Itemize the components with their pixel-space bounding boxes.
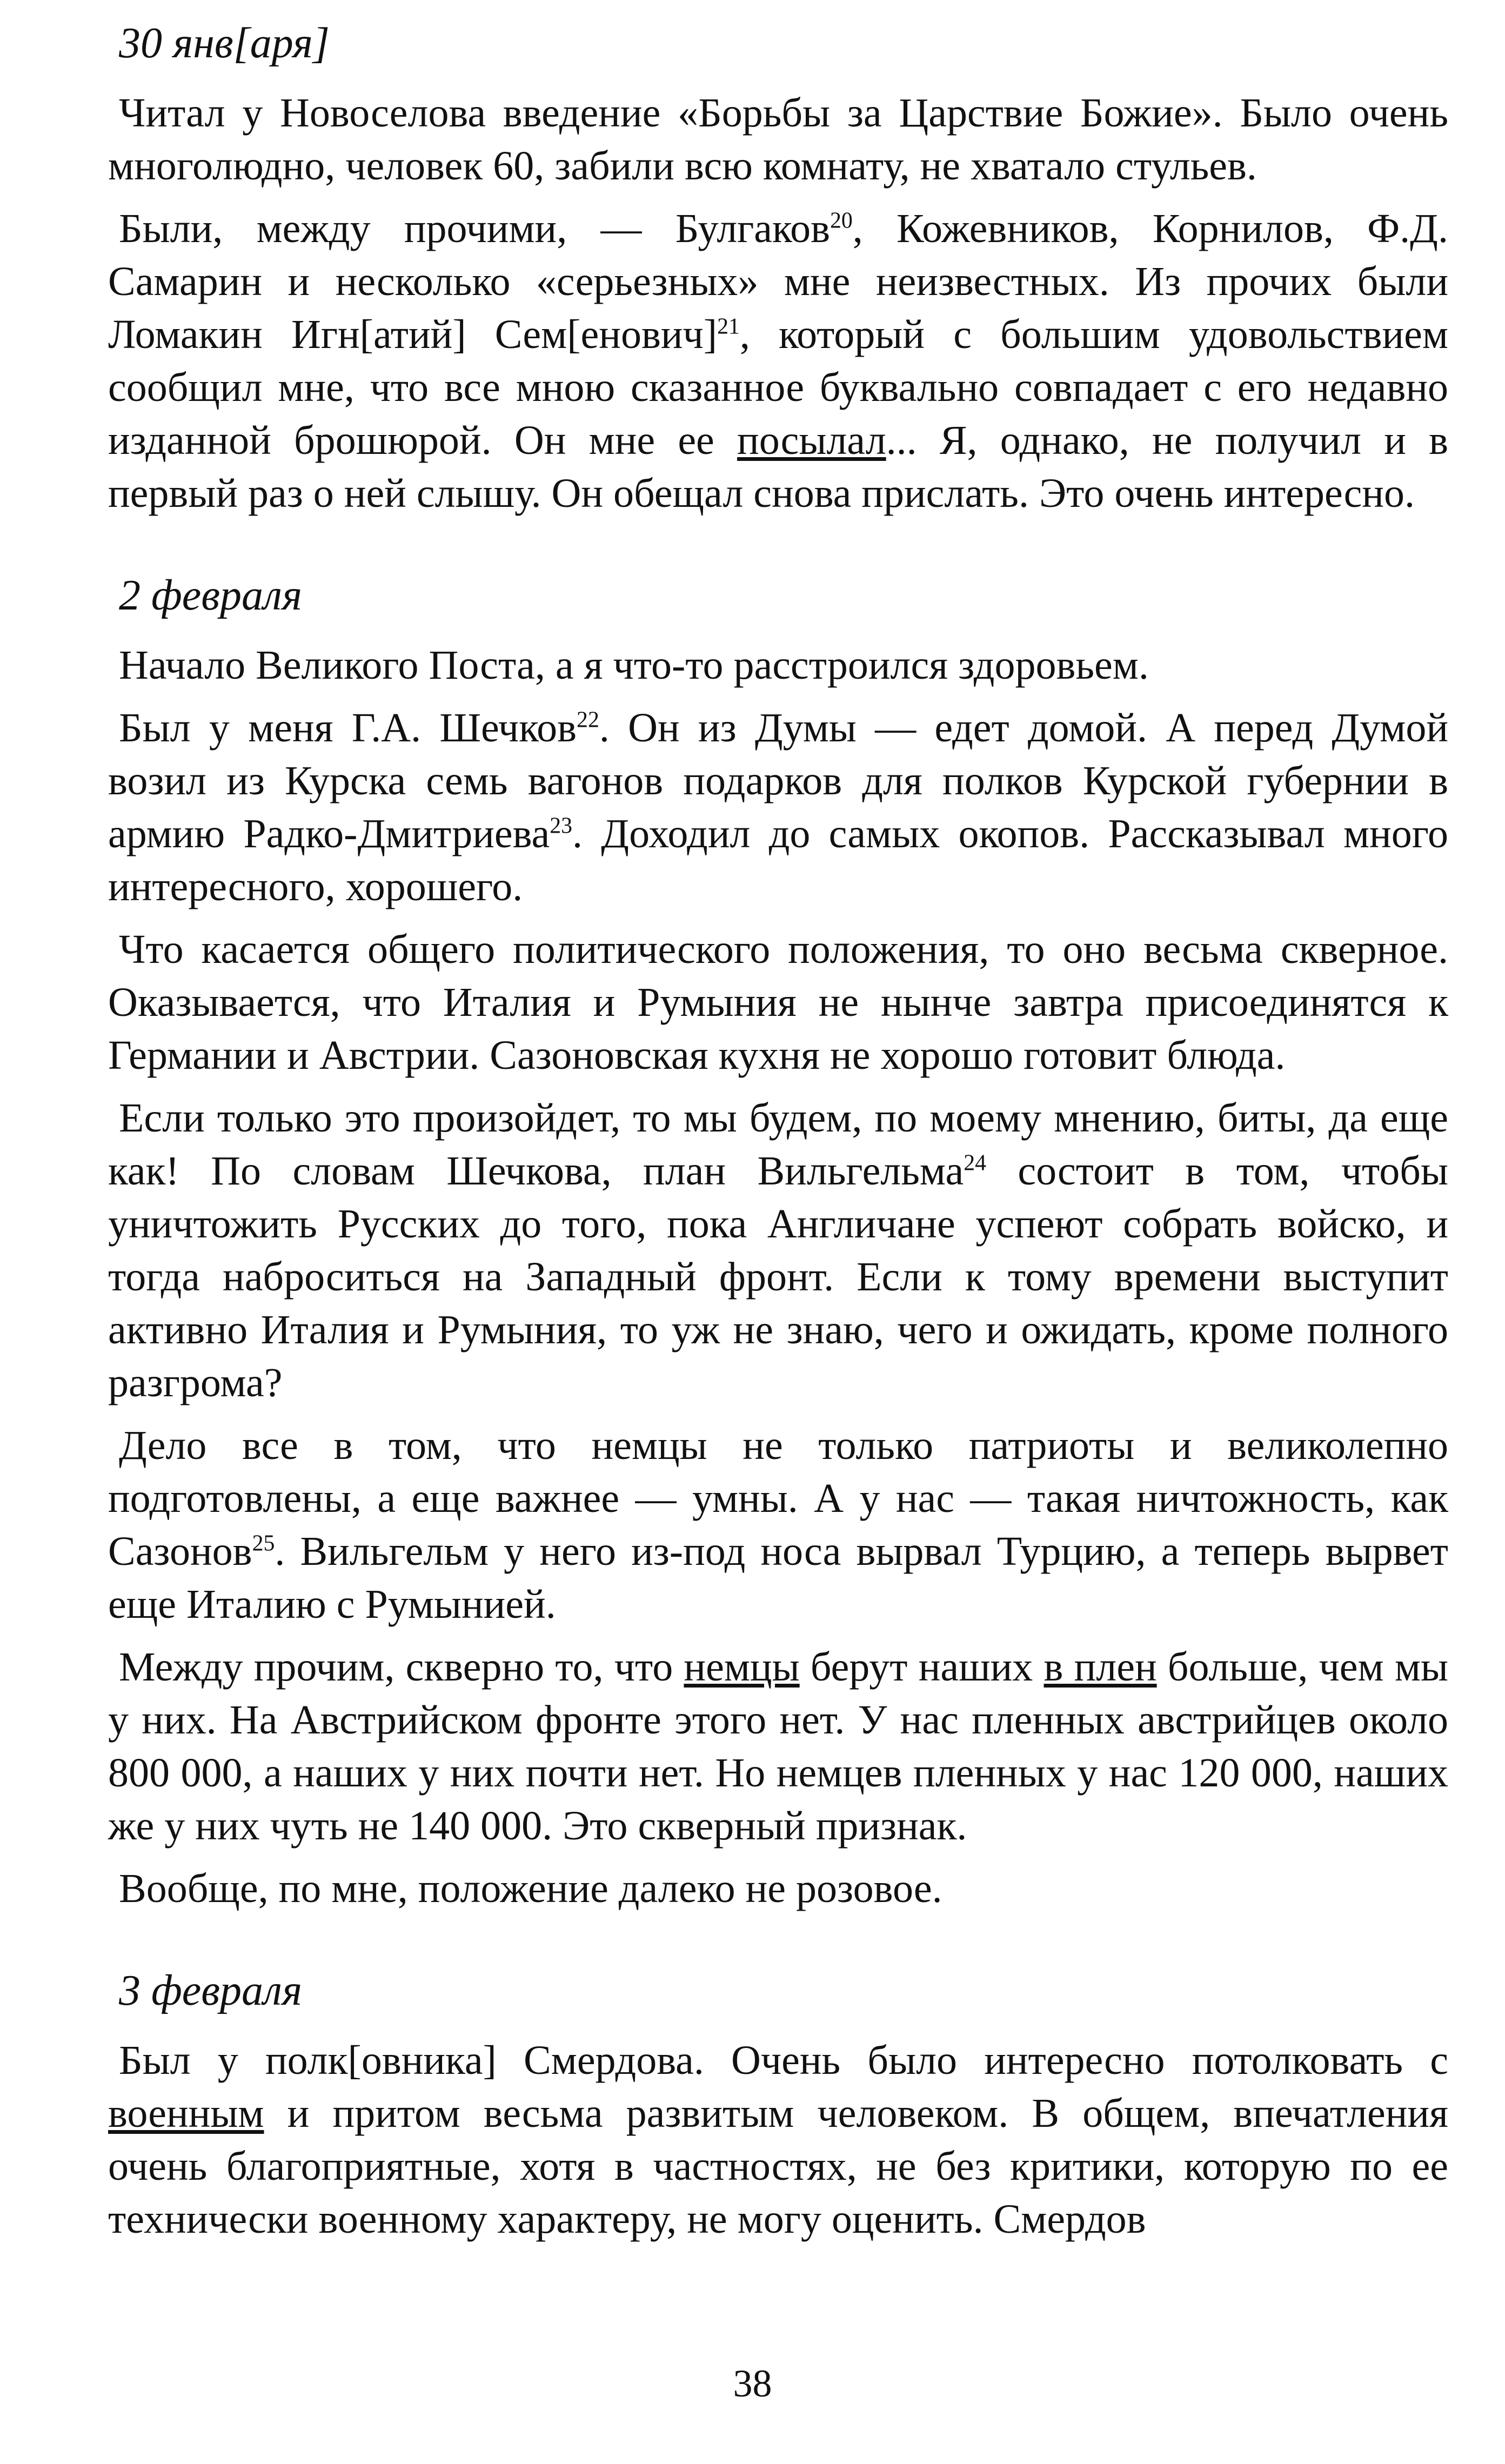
paragraph — [108, 1092, 1448, 1409]
text-run: . Доходил до самых окопов. Рассказывал много интересного, хорошего. — [108, 811, 1448, 909]
text-run: больше, чем мы у них. На Австрийском фронте этого нет. У нас пленных австрийцев около 800 000, а наших у них почти нет. Но немцев пленных у нас 120 000, наших же у них чуть не 140 000. Это скверный признак. — [108, 1644, 1448, 1849]
paragraph — [108, 202, 1448, 520]
underlined-word: военным — [108, 2091, 264, 2136]
footnote-ref: 20 — [830, 208, 853, 233]
text-run: Начало Великого Поста, а я что-то расстроился здоровьем. — [119, 642, 1149, 688]
paragraph — [108, 1862, 1448, 1915]
text-run: Что касается общего политического положения, то оно весьма скверное. Оказывается, что Италия и Румыния не нынче завтра присоединятся к Германии и Австрии. Сазоновская кухня не хорошо готовит блюда. — [108, 927, 1448, 1078]
text-run: состоит в том, чтобы уничтожить Русских до того, пока Англичане успеют собрать войско, и тогда наброситься на Западный фронт. Если к тому времени выступит активно Италия и Румыния, то уж не знаю, чего и ожидать, кроме полного разгрома? — [108, 1148, 1448, 1405]
text-run: Был у меня Г.А. Шечков — [119, 705, 577, 751]
text-run: Читал у Новоселова введение «Борьбы за Царствие Божие». Было очень многолюдно, человек 60, забили всю комнату, не хватало стульев. — [108, 90, 1448, 189]
text-run: Если только это произойдет, то мы будем, по моему мнению, биты, да еще как! По словам Шечкова, план Вильгельма — [108, 1095, 1448, 1194]
text-run: . Он из Думы — едет домой. А перед Думой возил из Курска семь вагонов подарков для полков Курской губернии в армию Радко-Дмитриева — [108, 705, 1449, 856]
underlined-word: немцы — [684, 1644, 800, 1690]
page-number: 38 — [733, 2362, 772, 2405]
page-body — [108, 16, 1448, 2255]
footnote-ref: 25 — [252, 1531, 275, 1556]
paragraph — [108, 639, 1448, 692]
entry-date: 30 янв[аря] — [119, 19, 330, 67]
underlined-word: в плен — [1044, 1644, 1157, 1690]
paragraph — [108, 1419, 1448, 1631]
footnote-ref: 22 — [577, 707, 599, 733]
text-run: Вообще, по мне, положение далеко не розовое. — [119, 1866, 942, 1911]
paragraph — [108, 923, 1448, 1082]
text-run: Между прочим, скверно то, что — [119, 1644, 684, 1690]
text-run: , Кожевников, Корнилов, Ф.Д. Самарин и несколько «серьезных» мне неизвестных. Из прочих были Ломакин Игн[атий] Сем[енович] — [108, 206, 1448, 357]
footnote-ref: 24 — [964, 1150, 986, 1176]
footnote-ref: 21 — [717, 314, 740, 339]
text-run: берут наших — [799, 1644, 1044, 1690]
text-run: Был у полк[овника] Смердова. Очень было интересно потолковать с — [119, 2038, 1448, 2083]
underlined-word: посылал — [737, 418, 886, 463]
footnote-ref: 23 — [550, 813, 573, 839]
text-run: Были, между прочими, — Булгаков — [119, 206, 830, 251]
entry-date: 3 февраля — [119, 1967, 303, 2014]
text-run: ... Я, однако, не получил и в первый раз о ней слышу. Он обещал снова прислать. Это очень интересно. — [108, 418, 1448, 516]
text-run: , который с большим удовольствием сообщил мне, что все мною сказанное буквально совпадает с его недавно изданной брошюрой. Он мне ее — [108, 312, 1449, 463]
text-run: Дело все в том, что немцы не только патриоты и великолепно подготовлены, а еще важнее — умны. А у нас — такая ничтожность, как Сазонов — [108, 1423, 1448, 1574]
paragraph — [108, 701, 1448, 913]
entry-date: 2 февраля — [119, 572, 303, 619]
paragraph — [108, 2034, 1448, 2246]
paragraph — [108, 86, 1448, 192]
text-run: и притом весьма развитым человеком. В общем, впечатления очень благоприятные, хотя в частностях, не без критики, которую по ее технически военному характеру, не могу оценить. Смердов — [108, 2091, 1448, 2242]
text-run: . Вильгельм у него из-под носа вырвал Турцию, а теперь вырвет еще Италию с Румынией. — [108, 1529, 1448, 1627]
paragraph — [108, 1641, 1448, 1852]
